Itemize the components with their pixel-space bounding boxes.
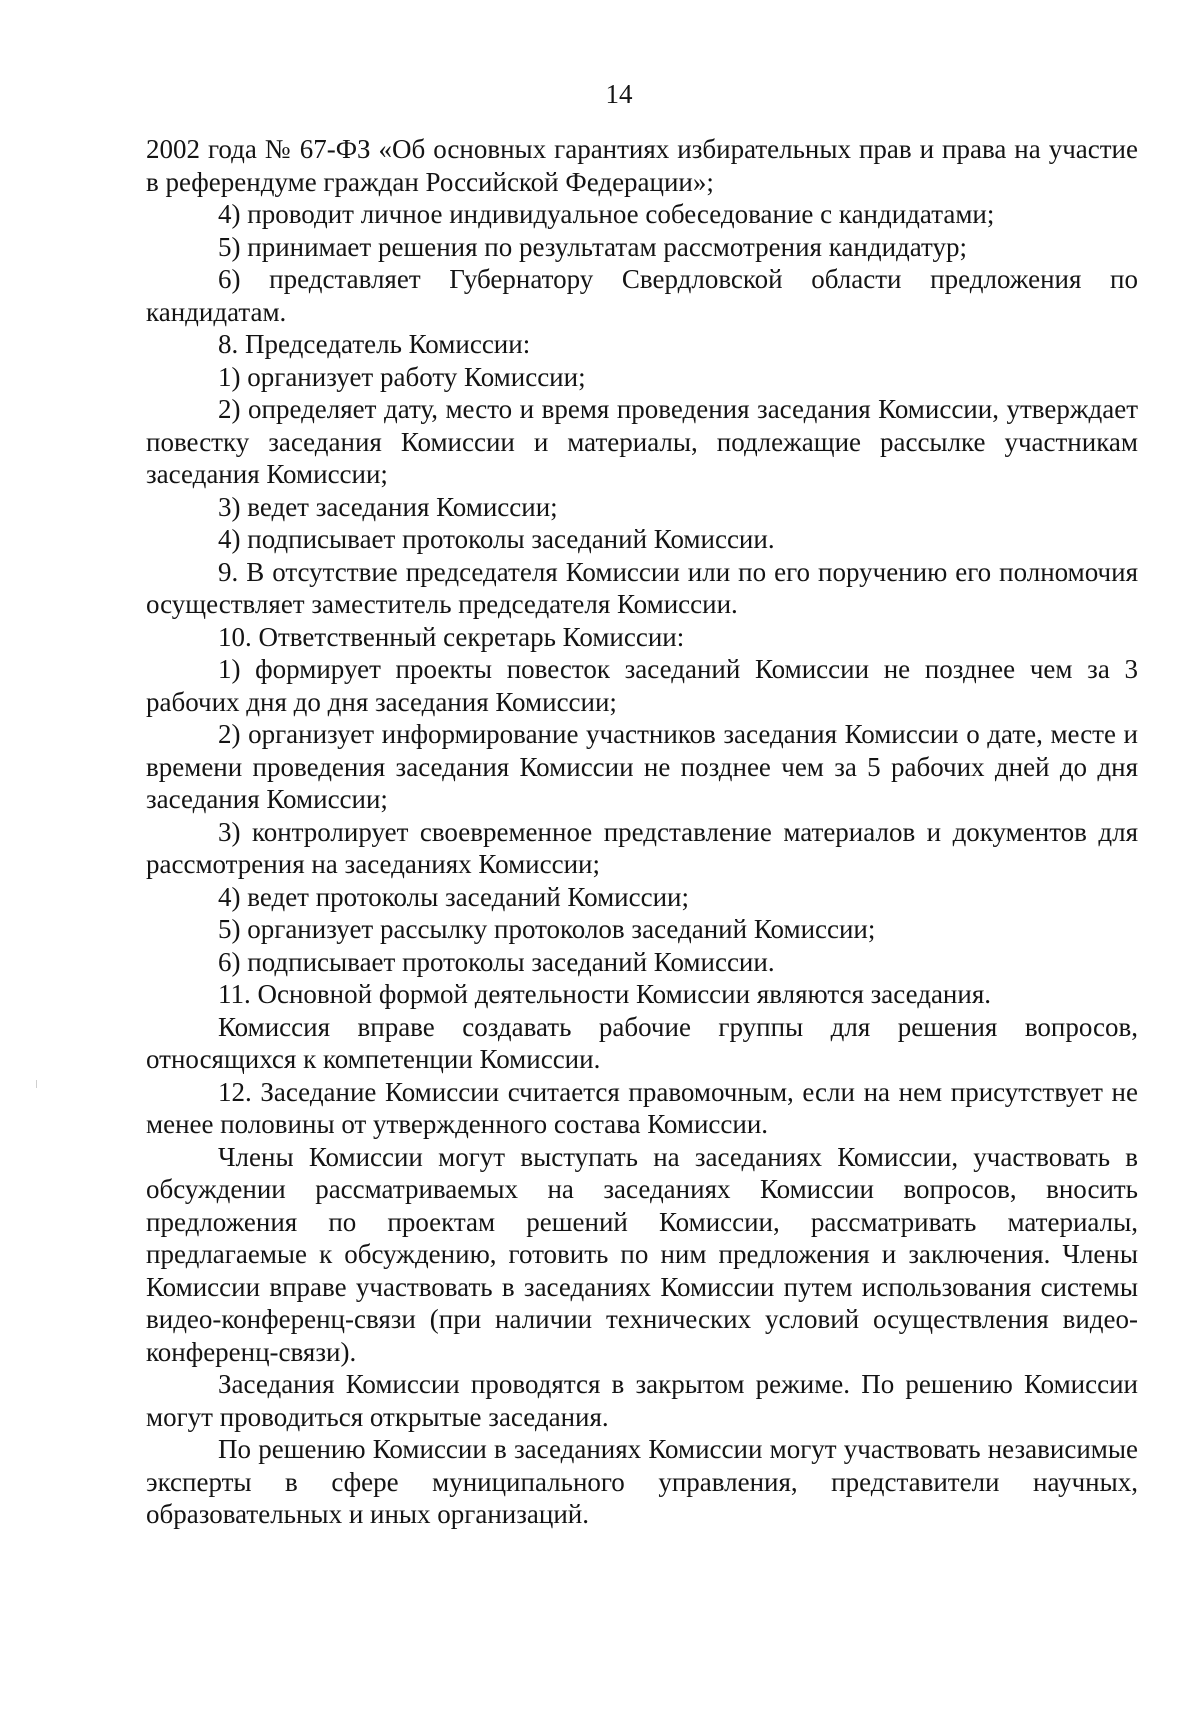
- paragraph: По решению Комиссии в заседаниях Комиссии могут участвовать независимые эксперты в сфере муниципального управления, представители научных, образовательных и иных организаций.: [146, 1434, 1138, 1529]
- paragraph: 4) подписывает протоколы заседаний Комиссии.: [218, 524, 775, 554]
- paragraph: Заседания Комиссии проводятся в закрытом режиме. По решению Комиссии могут проводиться открытые заседания.: [146, 1369, 1138, 1432]
- paragraph: 1) организует работу Комиссии;: [218, 361, 586, 392]
- paragraph: 6) подписывает протоколы заседаний Комиссии.: [218, 946, 775, 977]
- paragraph: Комиссия вправе создавать рабочие группы для решения вопросов, относящихся к компетенции Комиссии.: [146, 1011, 1138, 1074]
- paragraph: 3) ведет заседания Комиссии;: [218, 491, 558, 522]
- paragraph: 3) контролирует своевременное представление материалов и документов для рассмотрения на заседаниях Комиссии;: [146, 816, 1138, 879]
- paragraph: 8. Председатель Комиссии:: [218, 329, 531, 359]
- paragraph: 9. В отсутствие председателя Комиссии или по его поручению его полномочия осуществляет заместитель председателя Комиссии.: [146, 556, 1138, 619]
- paragraph: Члены Комиссии могут выступать на заседаниях Комиссии, участвовать в обсуждении рассматриваемых на заседаниях Комиссии вопросов, вносить предложения по проектам решений Комиссии, рассматривать материалы, предлагаемые к обсуждению, готовить по ним предложения и заключения. Члены Комиссии вправе участвовать в заседаниях Комиссии путем использования системы видео-конференц-связи (при наличии технических условий осуществления видео-конференц-связи).: [146, 1141, 1138, 1367]
- paragraph: 2) организует информирование участников заседания Комиссии о дате, месте и времени проведения заседания Комиссии не позднее чем за 5 рабочих дней до дня заседания Комиссии;: [146, 719, 1138, 814]
- paragraph: 1) формирует проекты повесток заседаний Комиссии не позднее чем за 3 рабочих дня до дня заседания Комиссии;: [146, 654, 1138, 717]
- page-number: 14: [605, 79, 633, 109]
- paragraph: 2) определяет дату, место и время проведения заседания Комиссии, утверждает повестку заседания Комиссии и материалы, подлежащие рассылке участникам заседания Комиссии;: [146, 394, 1138, 489]
- paragraph: 4) ведет протоколы заседаний Комиссии;: [218, 881, 689, 912]
- paragraph: 2002 года № 67-ФЗ «Об основных гарантиях избирательных прав и права на участие в референдуме граждан Российской Федерации»;: [146, 134, 1138, 197]
- paragraph: 12. Заседание Комиссии считается правомочным, если на нем присутствует не менее половины от утвержденного состава Комиссии.: [146, 1076, 1138, 1139]
- paragraph: 4) проводит личное индивидуальное собеседование с кандидатами;: [218, 199, 995, 229]
- paragraph: 6) представляет Губернатору Свердловской области предложения по кандидатам.: [146, 264, 1138, 327]
- paragraph: 5) организует рассылку протоколов заседаний Комиссии;: [218, 914, 876, 944]
- paragraph: 10. Ответственный секретарь Комиссии:: [218, 621, 685, 652]
- document-body: [146, 133, 1138, 1531]
- scan-artifact: [36, 1080, 37, 1088]
- paragraph: 11. Основной формой деятельности Комиссии являются заседания.: [218, 979, 991, 1009]
- paragraph: 5) принимает решения по результатам рассмотрения кандидатур;: [218, 231, 967, 262]
